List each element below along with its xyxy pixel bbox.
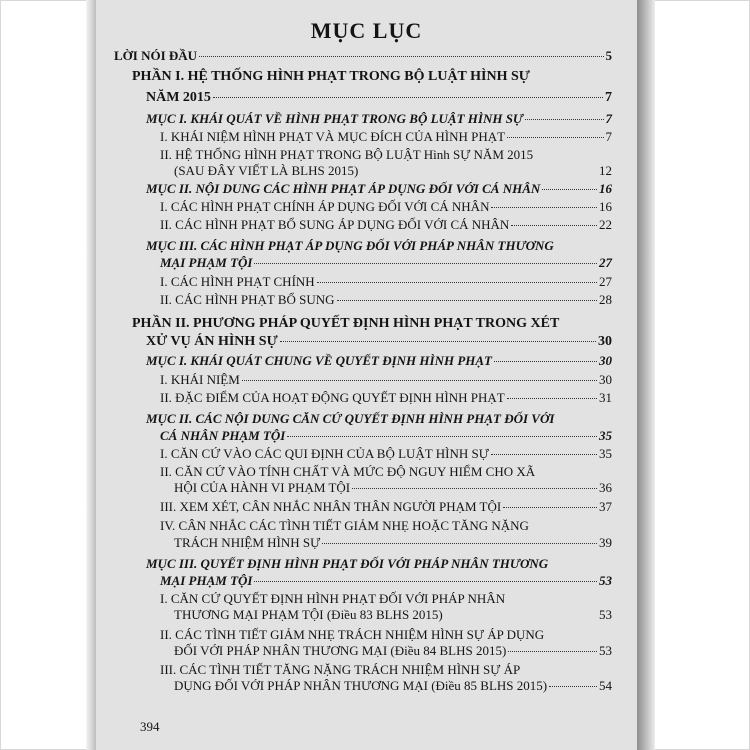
toc-page: 7 bbox=[605, 90, 612, 105]
toc-label: TRÁCH NHIỆM HÌNH SỰ bbox=[174, 535, 321, 550]
dot-leader bbox=[254, 263, 597, 264]
dot-leader bbox=[507, 137, 603, 138]
dot-leader bbox=[508, 651, 597, 652]
toc-section-1-2[interactable] bbox=[146, 181, 612, 197]
toc-item[interactable] bbox=[160, 129, 612, 145]
toc-page: 35 bbox=[599, 428, 612, 443]
toc-page: 27 bbox=[599, 274, 612, 289]
dot-leader bbox=[242, 380, 597, 381]
toc-label: NĂM 2015 bbox=[146, 90, 211, 105]
toc-section-2-2-line1[interactable]: MỤC II. CÁC NỘI DUNG CĂN CỨ QUYẾT ĐỊNH HÌNH PHẠT ĐỐI VỚI bbox=[146, 411, 555, 426]
toc-item-line2[interactable] bbox=[174, 535, 612, 551]
toc-page: 16 bbox=[599, 199, 612, 214]
toc-label: I. CÁC HÌNH PHẠT CHÍNH bbox=[160, 274, 315, 289]
toc-label: I. KHÁI NIỆM bbox=[160, 372, 240, 387]
toc-item-line1[interactable]: III. CÁC TÌNH TIẾT TĂNG NẶNG TRÁCH NHIỆM HÌNH SỰ ÁP bbox=[160, 662, 521, 677]
toc-page: 12 bbox=[599, 163, 612, 178]
toc-page: 7 bbox=[605, 111, 612, 126]
toc-page: 36 bbox=[599, 480, 612, 495]
dot-leader bbox=[503, 507, 597, 508]
page-left-edge bbox=[86, 0, 96, 750]
toc-page: 54 bbox=[599, 678, 612, 693]
toc-label: II. ĐẶC ĐIỂM CỦA HOẠT ĐỘNG QUYẾT ĐỊNH HÌNH PHẠT bbox=[160, 390, 505, 405]
toc-section-1-3-line1[interactable]: MỤC III. CÁC HÌNH PHẠT ÁP DỤNG ĐỐI VỚI PHÁP NHÂN THƯƠNG bbox=[146, 238, 554, 253]
dot-leader bbox=[337, 300, 597, 301]
dot-leader bbox=[494, 361, 597, 362]
toc-label: I. CĂN CỨ VÀO CÁC QUI ĐỊNH CỦA BỘ LUẬT HÌNH SỰ bbox=[160, 446, 489, 461]
dot-leader bbox=[511, 225, 597, 226]
toc-item[interactable] bbox=[160, 199, 612, 215]
dot-leader bbox=[199, 56, 603, 57]
toc-page: 28 bbox=[599, 292, 612, 307]
toc-page: 31 bbox=[599, 390, 612, 405]
dot-leader bbox=[317, 282, 597, 283]
toc-item-line2[interactable] bbox=[174, 643, 612, 659]
toc-item-line1[interactable]: II. CĂN CỨ VÀO TÍNH CHẤT VÀ MỨC ĐỘ NGUY HIỂM CHO XÃ bbox=[160, 464, 536, 479]
dot-leader bbox=[549, 686, 597, 687]
toc-item-line2[interactable] bbox=[174, 607, 612, 623]
toc-item[interactable] bbox=[160, 292, 612, 308]
toc-section-2-3-line1[interactable]: MỤC III. QUYẾT ĐỊNH HÌNH PHẠT ĐỐI VỚI PHÁP NHÂN THƯƠNG bbox=[146, 556, 549, 571]
toc-page: 53 bbox=[599, 607, 612, 622]
toc-label: II. CÁC HÌNH PHẠT BỔ SUNG bbox=[160, 292, 335, 307]
book-spine-shadow bbox=[637, 0, 655, 750]
toc-page: 30 bbox=[599, 372, 612, 387]
dot-leader bbox=[525, 119, 603, 120]
toc-part1-line2[interactable] bbox=[146, 90, 612, 106]
toc-item[interactable] bbox=[160, 499, 612, 515]
toc-item[interactable] bbox=[160, 390, 612, 406]
toc-item[interactable] bbox=[160, 274, 612, 290]
toc-label: MỤC I. KHÁI QUÁT CHUNG VỀ QUYẾT ĐỊNH HÌNH PHẠT bbox=[146, 353, 492, 368]
toc-page: 35 bbox=[599, 446, 612, 461]
dot-leader bbox=[287, 436, 597, 437]
dot-leader bbox=[352, 488, 597, 489]
toc-label: DỤNG ĐỐI VỚI PHÁP NHÂN THƯƠNG MẠI (Điều 85 BLHS 2015) bbox=[174, 678, 548, 693]
dot-leader bbox=[254, 581, 597, 582]
toc-label: HỘI CỦA HÀNH VI PHẠM TỘI bbox=[174, 480, 351, 495]
toc-label: I. CÁC HÌNH PHẠT CHÍNH ÁP DỤNG ĐỐI VỚI CÁ NHÂN bbox=[160, 199, 490, 214]
toc-item-line1[interactable]: I. CĂN CỨ QUYẾT ĐỊNH HÌNH PHẠT ĐỐI VỚI PHÁP NHÂN bbox=[160, 591, 506, 606]
dot-leader bbox=[507, 398, 597, 399]
toc-item[interactable] bbox=[160, 446, 612, 462]
toc-label: XỬ VỤ ÁN HÌNH SỰ bbox=[146, 334, 278, 349]
toc-item[interactable] bbox=[160, 217, 612, 233]
toc-part1-line1[interactable]: PHẦN I. HỆ THỐNG HÌNH PHẠT TRONG BỘ LUẬT HÌNH SỰ bbox=[132, 69, 530, 84]
page-number: 394 bbox=[140, 719, 160, 734]
dot-leader bbox=[491, 454, 597, 455]
toc-page: 27 bbox=[599, 255, 612, 270]
toc-page: 53 bbox=[599, 573, 612, 588]
toc-label: MẠI PHẠM TỘI bbox=[160, 255, 253, 270]
toc-section-2-2-line2[interactable] bbox=[160, 428, 612, 444]
dot-leader bbox=[213, 97, 603, 98]
dot-leader bbox=[491, 207, 597, 208]
toc-label: CÁ NHÂN PHẠM TỘI bbox=[160, 428, 286, 443]
toc-section-2-3-line2[interactable] bbox=[160, 573, 612, 589]
toc-page: 37 bbox=[599, 499, 612, 514]
toc-page: 30 bbox=[599, 353, 612, 368]
toc-page: 53 bbox=[599, 643, 612, 658]
toc-item-line2[interactable] bbox=[174, 678, 612, 694]
toc-item[interactable] bbox=[160, 372, 612, 388]
toc-part2-line2[interactable] bbox=[146, 334, 612, 350]
toc-label: (SAU ĐÂY VIẾT LÀ BLHS 2015) bbox=[174, 163, 359, 178]
toc-section-1-1[interactable] bbox=[146, 111, 612, 127]
toc-section-2-1[interactable] bbox=[146, 353, 612, 369]
dot-leader bbox=[322, 543, 597, 544]
toc-page: 5 bbox=[605, 48, 612, 63]
toc-page: 16 bbox=[599, 181, 612, 196]
toc-label: II. CÁC HÌNH PHẠT BỔ SUNG ÁP DỤNG ĐỐI VỚI CÁ NHÂN bbox=[160, 217, 510, 232]
toc-section-1-3-line2[interactable] bbox=[160, 255, 612, 271]
toc-item-line1[interactable]: II. CÁC TÌNH TIẾT GIẢM NHẸ TRÁCH NHIỆM HÌNH SỰ ÁP DỤNG bbox=[160, 627, 545, 642]
toc-page: 7 bbox=[605, 129, 612, 144]
dot-leader bbox=[542, 189, 597, 190]
toc-part2-line1[interactable]: PHẦN II. PHƯƠNG PHÁP QUYẾT ĐỊNH HÌNH PHẠT TRONG XÉT bbox=[132, 316, 560, 331]
dot-leader bbox=[280, 341, 596, 342]
toc-label: MỤC II. NỘI DUNG CÁC HÌNH PHẠT ÁP DỤNG ĐỐI VỚI CÁ NHÂN bbox=[146, 181, 541, 196]
toc-label: MẠI PHẠM TỘI bbox=[160, 573, 253, 588]
toc-label: ĐỐI VỚI PHÁP NHÂN THƯƠNG MẠI (Điều 84 BLHS 2015) bbox=[174, 643, 507, 658]
toc-page: 22 bbox=[599, 217, 612, 232]
toc-label: III. XEM XÉT, CÂN NHẮC NHÂN THÂN NGƯỜI PHẠM TỘI bbox=[160, 499, 502, 514]
toc-label: LỜI NÓI ĐẦU bbox=[114, 48, 198, 63]
toc-label: MỤC I. KHÁI QUÁT VỀ HÌNH PHẠT TRONG BỘ LUẬT HÌNH SỰ bbox=[146, 111, 524, 126]
toc-item-line2[interactable] bbox=[174, 480, 612, 496]
toc-item-line1[interactable]: II. HỆ THỐNG HÌNH PHẠT TRONG BỘ LUẬT Hình SỰ NĂM 2015 bbox=[160, 147, 534, 162]
book-page bbox=[96, 0, 637, 750]
toc-label: I. KHÁI NIỆM HÌNH PHẠT VÀ MỤC ĐÍCH CỦA HÌNH PHẠT bbox=[160, 129, 506, 144]
toc-item-line2[interactable] bbox=[174, 163, 612, 179]
toc-page: 39 bbox=[599, 535, 612, 550]
toc-entry-preface[interactable] bbox=[114, 48, 612, 64]
toc-page: 30 bbox=[598, 334, 612, 349]
toc-item-line1[interactable]: IV. CÂN NHẮC CÁC TÌNH TIẾT GIẢM NHẸ HOẶC TĂNG NẶNG bbox=[160, 518, 529, 533]
toc-label: THƯƠNG MẠI PHẠM TỘI (Điều 83 BLHS 2015) bbox=[174, 607, 443, 622]
page-title: MỤC LỤC bbox=[310, 18, 423, 43]
